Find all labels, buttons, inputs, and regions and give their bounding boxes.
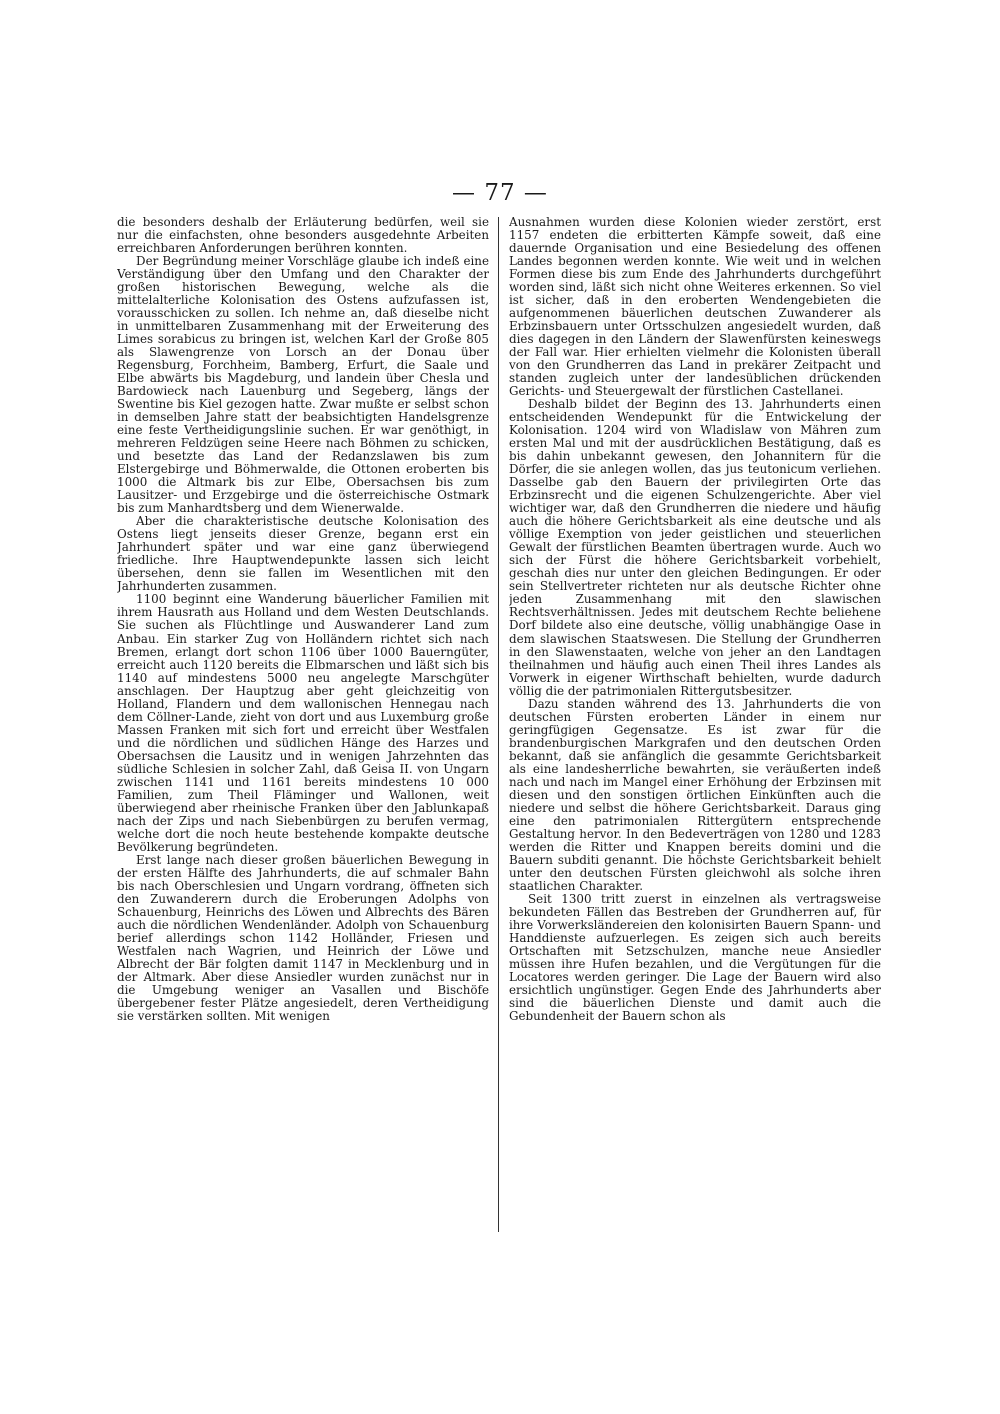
paragraph: Seit 1300 tritt zuerst in einzelnen als vertragsweise bekundeten Fällen das Bestreben der Grundherren auf, für ihre Vorwerksländereien den kolonisirten Bauern Spann- und Handdienste aufzuerlegen. Es zeigen sich auch bereits Ortschaften mit Setzschulzen, manche neue Ansiedler müssen ihre Hufen bezahlen, und die Vergütungen für die Locatores werden geringer. Die Lage der Bauern wird also ersichtlich ungünstiger. Gegen Ende des Jahrhunderts aber sind die bäuerlichen Dienste und damit auch die Gebundenheit der Bauern schon als [509, 891, 881, 1023]
page-number: — 77 — [452, 180, 548, 206]
right-column [509, 216, 881, 1236]
left-column [117, 216, 489, 1236]
paragraph: 1100 beginnt eine Wanderung bäuerlicher Familien mit ihrem Hausrath aus Holland und dem Westen Deutschlands. Sie suchen als Flüchtlinge und Auswanderer Land zum Anbau. Ein starker Zug von Holländern richtet sich nach Bremen, erlangt dort schon 1106 über 1000 Bauerngüter, erreicht auch 1120 bereits die Elbmarschen und läßt sich bis 1140 auf mindestens 5000 neu angelegte Marschgüter anschlagen. Der Hauptzug aber geht gleichzeitig von Holland, Flandern und dem wallonischen Hennegau nach dem Cöllner-Lande, zieht von dort und aus Luxemburg große Massen Franken mit sich fort und erreicht über Westfalen und die nördlichen und südlichen Hänge des Harzes und Obersachsen die Lausitz und in wenigen Jahrzehnten das südliche Schlesien in solcher Zahl, daß Geisa II. von Ungarn zwischen 1141 und 1161 bereits mindestens 10 000 Familien, zum Theil Fläminger und Wallonen, weit überwiegend aber rheinische Franken über den Jablunkapaß nach der Zips und nach Siebenbürgen zu berufen vermag, welche dort die noch heute bestehende kompakte deutsche Bevölkerung begründeten. [117, 592, 489, 854]
column-divider [498, 217, 499, 1232]
paragraph: Erst lange nach dieser großen bäuerlichen Bewegung in der ersten Hälfte des Jahrhunderts, die auf schmaler Bahn bis nach Oberschlesien und Ungarn vordrang, öffneten sich den Zuwanderern durch die Eroberungen Adolphs von Schauenburg, Heinrichs des Löwen und Albrechts des Bären auch die nördlichen Wendenländer. Adolph von Schauenburg berief allerdings schon 1142 Holländer, Friesen und Westfalen nach Wagrien, und Heinrich der Löwe und Albrecht der Bär folgten damit 1147 in Mecklenburg und in der Altmark. Aber diese Ansiedler wurden zunächst nur in die Umgebung weniger an Vasallen und Bischöfe übergebener fester Plätze angesiedelt, deren Vertheidigung sie verstärken sollten. Mit wenigen [117, 852, 489, 1023]
paragraph: Aber die charakteristische deutsche Kolonisation des Ostens liegt jenseits dieser Grenze, begann erst ein Jahrhundert später und war eine ganz überwiegend friedliche. Ihre Hauptwendepunkte lassen sich leicht übersehen, denn sie fallen im Wesentlichen mit den Jahrhunderten zusammen. [117, 514, 489, 594]
paragraph: die besonders deshalb der Erläuterung bedürfen, weil sie nur die einfachsten, ohne besonders ausgedehnte Arbeiten erreichbaren Anforderungen berühren konnten. [117, 216, 489, 256]
paragraph: Ausnahmen wurden diese Kolonien wieder zerstört, erst 1157 endeten die erbitterten Kämpfe soweit, daß eine dauernde Organisation und eine Besiedelung des offenen Landes begonnen werden konnte. Wie weit und in welchen Formen diese bis zum Ende des Jahrhunderts durchgeführt worden sind, läßt sich nicht ohne Weiteres erkennen. So viel ist sicher, daß in den eroberten Wendengebieten die aufgenommenen bäuerlichen deutschen Zuwanderer als Erbzinsbauern unter Ortsschulzen angesiedelt wurden, daß dies dagegen in den Ländern der Slawenfürsten keineswegs der Fall war. Hier erhielten vielmehr die Kolonisten überall von den Grundherren das Land in prekärer Zeitpacht und standen zugleich unter der landesüblichen drückenden Gerichts- und Steuergewalt der fürstlichen Castellanei. [509, 216, 881, 399]
paragraph: Dazu standen während des 13. Jahrhunderts die von deutschen Fürsten eroberten Länder in einem nur geringfügigen Gegensatze. Es ist zwar für die brandenburgischen Markgrafen und den deutschen Orden bekannt, daß sie anfänglich die gesammte Gerichtsbarkeit als eine landesherrliche bewahrten, sie veräußerten indeß nach und nach im Mangel einer Erhöhung der Erbzinsen mit diesen und den sonstigen örtlichen Einkünften auch die niedere und selbst die höhere Gerichtsbarkeit. Daraus ging eine den patrimonialen Rittergütern entsprechende Gestaltung hervor. In den Bedeverträgen von 1280 und 1283 werden die Ritter und Knappen bereits domini und die Bauern subditi genannt. Die höchste Gerichtsbarkeit behielt unter den deutschen Fürsten gleichwohl als solche ihren staatlichen Charakter. [509, 696, 881, 893]
paragraph: Der Begründung meiner Vorschläge glaube ich indeß eine Verständigung über den Umfang und den Charakter der großen historischen Bewegung, welche als die mittelalterliche Kolonisation des Ostens aufzufassen ist, vorausschicken zu sollen. Ich nehme an, daß dieselbe nicht in unmittelbaren Zusammenhang mit der Erweiterung des Limes sorabicus zu bringen ist, welchen Karl der Große 805 als Slawengrenze von Lorsch an der Donau über Regensburg, Forchheim, Bamberg, Erfurt, die Saale und Elbe abwärts bis Magdeburg, und landein über Chesla und Bardowieck nach Lauenburg und Segeberg, längs der Swentine bis Kiel gezogen hatte. Zwar mußte er selbst schon in demselben Jahre statt der beabsichtigten Handelsgrenze eine feste Vertheidigungslinie suchen. Er war genöthigt, in mehreren Feldzügen seine Heere nach Böhmen zu schicken, und besetzte das Land der Redanzslawen bis zum Elstergebirge und Böhmerwalde, die Ottonen eroberten bis 1000 die Altmark bis zur Elbe, Obersachsen bis zum Lausitzer- und Erzgebirge und die österreichische Ostmark bis zum Manhardtsberg und dem Wienerwalde. [117, 254, 489, 516]
paragraph: Deshalb bildet der Beginn des 13. Jahrhunderts einen entscheidenden Wendepunkt für die Entwickelung der Kolonisation. 1204 wird von Wladislaw von Mähren zum ersten Mal und mit der ausdrücklichen Bestätigung, daß es bis dahin unbekannt gewesen, den Johannitern für die Dörfer, die sie anlegen wollen, das jus teutonicum verliehen. Dasselbe gab den Bauern der privilegirten Orte das Erbzinsrecht und die eigenen Schulzengerichte. Aber viel wichtiger war, daß den Grundherren die niedere und häufig auch die höhere Gerichtsbarkeit als eine deutsche und als völlige Exemption von jeder geistlichen und steuerlichen Gewalt der fürstlichen Beamten übertragen wurde. Auch wo sich der Fürst die höhere Gerichtsbarkeit vorbehielt, geschah dies nur unter den gleichen Bedingungen. Er oder sein Stellvertreter richteten nur als deutsche Richter ohne jeden Zusammenhang mit den slawischen Rechtsverhältnissen. Jedes mit deutschem Rechte beliehene Dorf bildete also eine deutsche, völlig unabhängige Oase in dem slawischen Staatswesen. Die Stellung der Grundherren in den Slawenstaaten, welche von jeher an den Landtagen theilnahmen und häufig auch einen Theil ihres Landes als Vorwerk in eigener Wirthschaft behielten, wurde dadurch völlig die der patrimonialen Rittergutsbesitzer. [509, 397, 881, 698]
